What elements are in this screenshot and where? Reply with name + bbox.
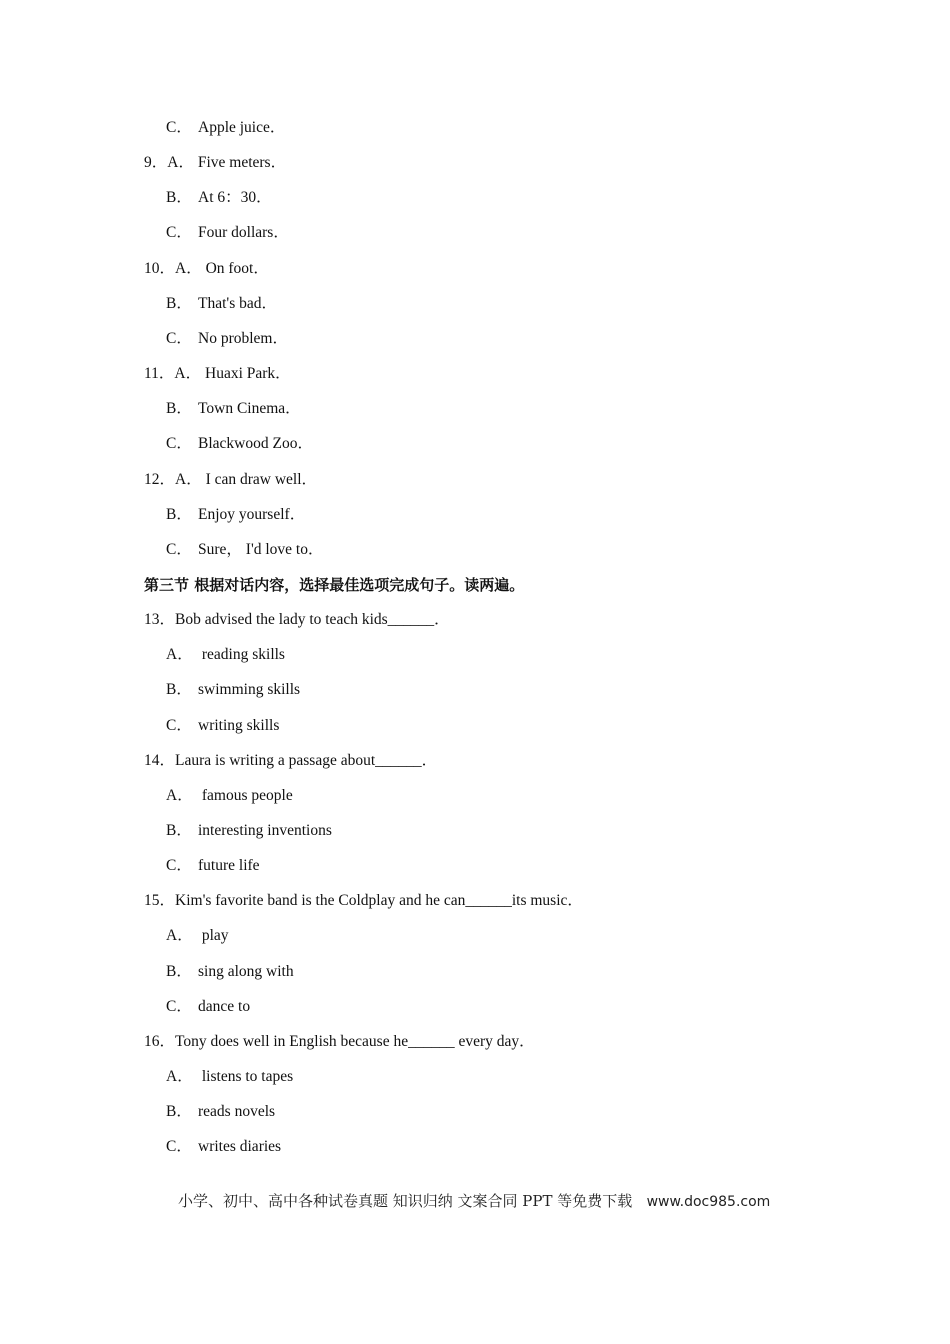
question-line	[144, 468, 317, 492]
option-letter: B．	[166, 1103, 192, 1120]
question-line	[144, 362, 291, 386]
question-number: 11．A．	[144, 365, 202, 382]
answer-option	[166, 116, 285, 140]
option-letter: C．	[166, 998, 192, 1015]
option-letter: B．	[166, 189, 192, 206]
footer-site: www.doc985.com	[646, 1194, 771, 1210]
answer-option	[166, 714, 279, 738]
question-line	[144, 257, 269, 281]
line-text: writing skills	[198, 717, 280, 734]
answer-option	[166, 186, 272, 210]
line-text: sing along with	[198, 963, 294, 980]
question-number: 12．A．	[144, 471, 202, 488]
option-letter: C．	[166, 1138, 192, 1155]
option-letter: C．	[166, 330, 192, 347]
answer-option	[166, 1065, 293, 1089]
question-number: 16．	[144, 1033, 176, 1050]
line-text: Bob advised the lady to teach kids______．	[175, 611, 450, 628]
option-letter: C．	[166, 435, 192, 452]
line-text: Five meters．	[193, 154, 287, 171]
answer-option	[166, 854, 260, 878]
line-text: Blackwood Zoo．	[198, 435, 313, 452]
answer-option	[166, 292, 277, 316]
option-letter: C．	[166, 717, 192, 734]
question-line	[144, 749, 437, 773]
option-letter: B．	[166, 506, 192, 523]
line-text: reading skills	[198, 646, 285, 663]
option-letter: B．	[166, 822, 192, 839]
line-text: Kim's favorite band is the Coldplay and he can______its music．	[175, 892, 583, 909]
question-line	[144, 608, 450, 632]
line-text: future life	[198, 857, 260, 874]
line-text: On foot．	[201, 260, 269, 277]
line-text: writes diaries	[198, 1138, 282, 1155]
option-letter: B．	[166, 963, 192, 980]
option-letter: C．	[166, 224, 192, 241]
footer-text: 小学、初中、高中各种试卷真题 知识归纳 文案合同 PPT 等免费下载	[178, 1192, 633, 1210]
line-text: swimming skills	[198, 681, 301, 698]
line-text: Enjoy yourself．	[198, 506, 306, 523]
question-number: 14．	[144, 752, 176, 769]
line-text: That's bad．	[198, 295, 277, 312]
answer-option	[166, 1100, 275, 1124]
option-letter: B．	[166, 400, 192, 417]
option-letter: C．	[166, 541, 192, 558]
answer-option	[166, 995, 250, 1019]
question-line	[144, 1030, 535, 1054]
line-text: No problem．	[198, 330, 288, 347]
option-letter: A．	[166, 927, 193, 944]
answer-option	[166, 327, 288, 351]
answer-option	[166, 960, 294, 984]
line-text: I can draw well．	[201, 471, 318, 488]
line-text: Huaxi Park．	[201, 365, 291, 382]
answer-option	[166, 1135, 281, 1159]
answer-option	[166, 432, 313, 456]
answer-option	[166, 397, 301, 421]
answer-option	[166, 924, 229, 948]
answer-option	[166, 819, 332, 843]
option-letter: C．	[166, 119, 192, 136]
question-line	[144, 889, 583, 913]
option-letter: A．	[166, 787, 193, 804]
line-text: famous people	[198, 787, 293, 804]
line-text: Tony does well in English because he______ every day．	[175, 1033, 535, 1050]
answer-option	[166, 678, 300, 702]
question-number: 10．A．	[144, 260, 202, 277]
option-letter: C．	[166, 857, 192, 874]
line-text: Apple juice．	[198, 119, 286, 136]
line-text: Town Cinema．	[198, 400, 301, 417]
section-heading	[144, 573, 524, 597]
line-text: At 6：30．	[198, 189, 272, 206]
answer-option	[166, 538, 323, 562]
question-number: 9．A．	[144, 154, 194, 171]
line-text: reads novels	[198, 1103, 276, 1120]
line-text: dance to	[198, 998, 251, 1015]
line-text: interesting inventions	[198, 822, 332, 839]
option-letter: A．	[166, 646, 193, 663]
section-title: 第三节 根据对话内容，选择最佳选项完成句子。读两遍。	[144, 576, 525, 594]
page-footer	[178, 1189, 770, 1213]
answer-option	[166, 784, 293, 808]
line-text: play	[198, 927, 229, 944]
question-line	[144, 151, 286, 175]
answer-option	[166, 503, 305, 527]
answer-option	[166, 221, 289, 245]
question-number: 15．	[144, 892, 176, 909]
line-text: Four dollars．	[198, 224, 289, 241]
option-letter: B．	[166, 295, 192, 312]
answer-option	[166, 643, 285, 667]
question-number: 13．	[144, 611, 176, 628]
line-text: Laura is writing a passage about______．	[175, 752, 438, 769]
option-letter: A．	[166, 1068, 193, 1085]
option-letter: B．	[166, 681, 192, 698]
line-text: listens to tapes	[198, 1068, 294, 1085]
line-text: Sure， I'd love to．	[198, 541, 324, 558]
